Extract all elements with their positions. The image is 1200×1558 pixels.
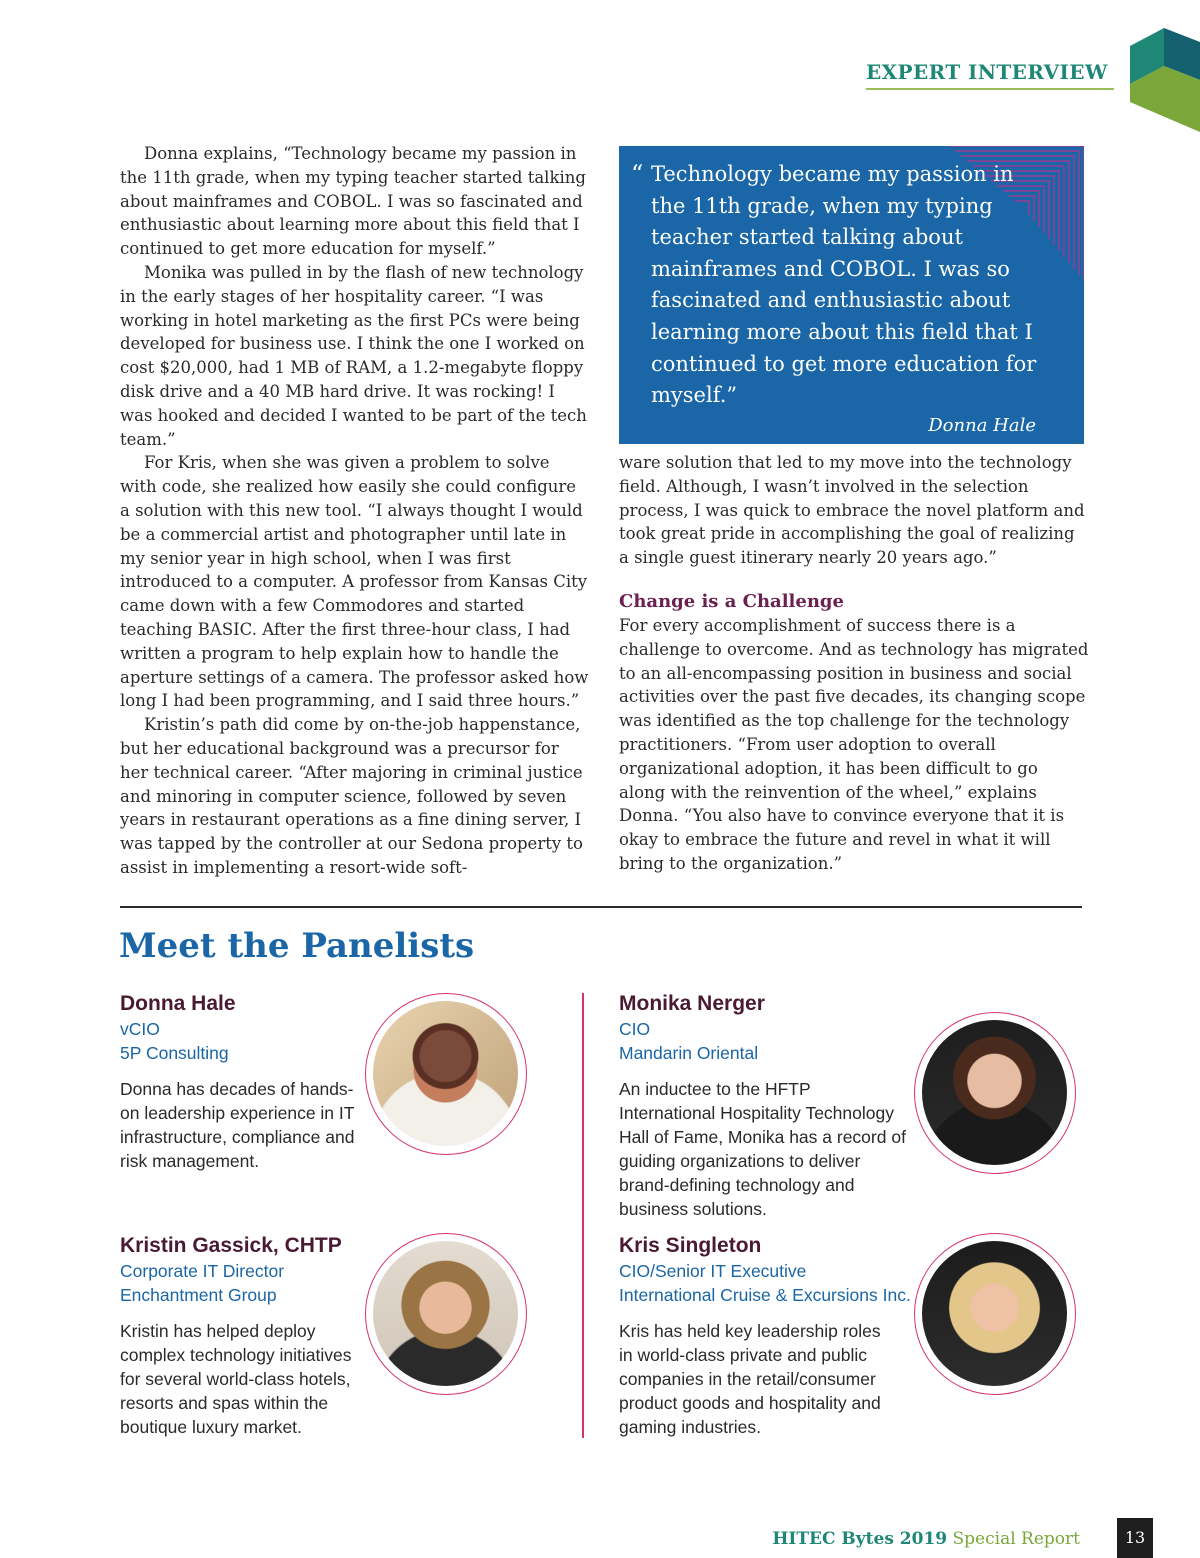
panelist-title: vCIO [120, 1019, 160, 1039]
brand-logo-icon [1128, 28, 1200, 132]
publication-name: HITEC Bytes 2019 [772, 1529, 948, 1549]
pull-quote [619, 146, 1084, 444]
article-right-column [619, 451, 1089, 876]
quote-mark-icon: “ [631, 160, 644, 188]
pull-quote-text: Technology became my passion in the 11th grade, when my typing teacher started talking about mainframes and COBOL. I was so fascinated and enthusiastic about learning more about this field that I continued to get more education for myself.” [651, 162, 1037, 408]
panelist-bio: An inductee to the HFTP International Hospitality Technology Hall of Fame, Monika has a record of guiding organizations to deliver brand-defining technology and business solutions. [619, 1079, 906, 1219]
panelist-name: Donna Hale [120, 992, 236, 1015]
panelist-bio: Kristin has helped deploy complex technology initiatives for several world-class hotels, resorts and spas within the boutique luxury market. [120, 1321, 352, 1437]
panelist-name: Kristin Gassick, CHTP [120, 1234, 342, 1257]
section-divider [120, 906, 1082, 908]
panelist-card [619, 991, 919, 1221]
page-number: 13 [1117, 1518, 1153, 1558]
footer-publication [772, 1529, 1080, 1549]
article-left-column [120, 142, 590, 880]
section-label: EXPERT INTERVIEW [866, 60, 1114, 90]
article-paragraph: ware solution that led to my move into the technology field. Although, I wasn’t involved in the selection process, I was quick to embrace the novel platform and took great pride in accomplishing the goal of realizing a single guest itinerary nearly 20 years ago.” [619, 453, 1085, 568]
panelist-bio: Kris has held key leadership roles in world-class private and public companies in the retail/consumer product goods and hospitality and gaming industries. [619, 1321, 881, 1437]
panelist-photo [914, 1012, 1076, 1174]
panelist-card [619, 1233, 919, 1439]
report-label: Special Report [952, 1529, 1080, 1549]
panelist-photo [365, 1233, 527, 1395]
panelist-company: Mandarin Oriental [619, 1043, 759, 1063]
panelist-photo [914, 1233, 1076, 1395]
column-divider [582, 993, 584, 1438]
article-paragraph: Kristin’s path did come by on-the-job happenstance, but her educational background was a precursor for her technical career. “After majoring in criminal justice and minoring in computer science, followed by seven years in restaurant operations as a fine dining server, I was tapped by the controller at our Sedona property to assist in implementing a resort-wide soft- [120, 715, 583, 877]
panelists-heading: Meet the Panelists [119, 926, 475, 966]
article-paragraph: Donna explains, “Technology became my passion in the 11th grade, when my typing teacher started talking about mainframes and COBOL. I was so fascinated and enthusiastic about learning more about this field that I continued to get more education for myself.” [120, 144, 586, 259]
pull-quote-attribution: Donna Hale [928, 415, 1036, 436]
panelist-bio: Donna has decades of hands-on leadership experience in IT infrastructure, compliance and risk management. [120, 1079, 355, 1171]
panelist-company: International Cruise & Excursions Inc. [619, 1285, 911, 1305]
panelist-title: CIO/Senior IT Executive [619, 1261, 807, 1281]
panelist-name: Kris Singleton [619, 1234, 762, 1257]
panelist-title: Corporate IT Director [120, 1261, 285, 1281]
panelist-title: CIO [619, 1019, 651, 1039]
article-paragraph: For Kris, when she was given a problem to solve with code, she realized how easily she could configure a solution with this new tool. “I always thought I would be a commercial artist and photographer until late in my senior year in high school, when I was first introduced to a computer. A professor from Kansas City came down with a few Commodores and started teaching BASIC. After the first three-hour class, I had written a program to help explain how to handle the aperture settings of a camera. The professor asked how long I had been programming, and I said three hours.” [120, 453, 589, 711]
article-paragraph: Monika was pulled in by the flash of new technology in the early stages of her hospitality career. “I was working in hotel marketing as the first PCs were being developed for business use. I think the one I worked on cost $20,000, had 1 MB of RAM, a 1.2-megabyte floppy disk drive and a 40 MB hard drive. It was rocking! I was hooked and decided I wanted to be part of the tech team.” [120, 262, 587, 449]
article-paragraph: For every accomplishment of success there is a challenge to overcome. And as technology has migrated to an all-encompassing position in business and social activities over the past five decades, its changing scope was identified as the top challenge for the technology practitioners. “From user adoption to overall organizational adoption, it has been difficult to go along with the reinvention of the wheel,” explains Donna. “You also have to convince everyone that it is okay to embrace the future and revel in what it will bring to the organization.” [619, 615, 1089, 873]
subheading: Change is a Challenge [619, 590, 844, 612]
panelist-name: Monika Nerger [619, 992, 765, 1015]
panelist-company: 5P Consulting [120, 1043, 229, 1063]
panelist-photo [365, 993, 527, 1155]
panelist-company: Enchantment Group [120, 1285, 277, 1305]
